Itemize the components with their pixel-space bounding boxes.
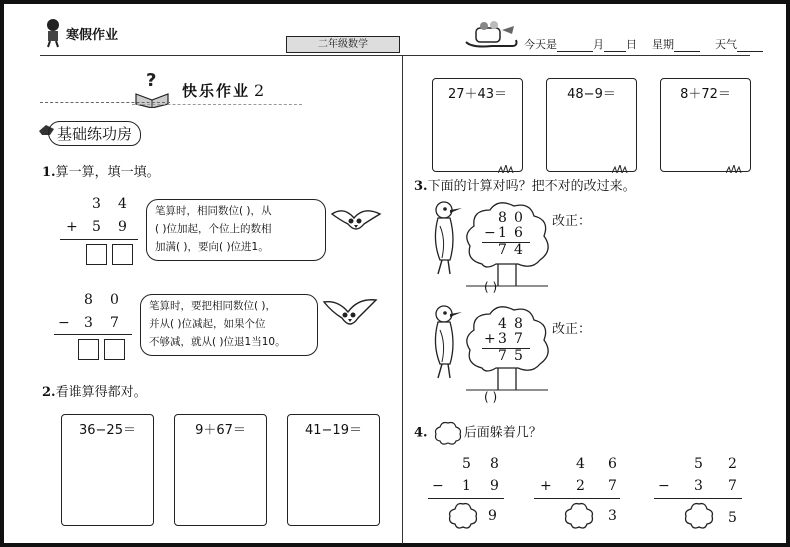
- q4b-result: 3: [608, 508, 617, 524]
- q1b-bottom-tens: 3: [84, 315, 93, 331]
- grade-label: 二年级数学: [286, 36, 400, 53]
- q4b-flower-blank[interactable]: [564, 502, 594, 530]
- q2-card-5-expr: 48−9＝: [567, 87, 616, 102]
- q3a-top-tens: 8: [498, 210, 507, 226]
- q1a-hint-bubble: [146, 199, 326, 261]
- q4c-result: 5: [728, 510, 737, 526]
- q4-text: 后面躲着几？: [463, 425, 542, 441]
- q1b-answer-tens-box[interactable]: [78, 339, 99, 360]
- q4a-operator: −: [432, 478, 444, 494]
- q1-heading: [42, 161, 160, 180]
- q3a-result-tens: 7: [498, 242, 507, 258]
- q3a-judgement[interactable]: ( ): [484, 280, 498, 294]
- q4c-operator: −: [658, 478, 670, 494]
- q2-card-4-expr: 27＋43＝: [447, 87, 508, 102]
- q4a-flower-blank[interactable]: [448, 502, 478, 530]
- q1a-hint-line2: ( )位加起，个位上的数相: [155, 223, 272, 235]
- q2-card-2-expr: 9＋67＝: [195, 423, 246, 438]
- q4a-line: [428, 498, 504, 499]
- q1-text: 算一算，填一填。: [55, 165, 160, 180]
- svg-text:?: ?: [146, 70, 157, 91]
- q1a-answer-ones-box[interactable]: [112, 244, 133, 265]
- question-book-icon: [132, 70, 172, 112]
- q3b-result-tens: 7: [498, 348, 507, 364]
- q3a-operator: −: [484, 225, 496, 241]
- q1b-hint-line3: 不够减，就从( )位退1当10。: [149, 336, 286, 348]
- q4c-top-tens: 5: [694, 456, 703, 472]
- month-label: 月: [593, 38, 604, 51]
- owl-icon: [330, 204, 382, 242]
- q1a-bottom-ones: 9: [118, 219, 127, 235]
- q4b-bottom-tens: 2: [576, 478, 585, 494]
- q3a-bottom-tens: 1: [498, 225, 507, 241]
- q1a-bottom-tens: 5: [92, 219, 101, 235]
- weather-label: 天气: [715, 38, 737, 51]
- q2-card-1-expr: 36−25＝: [79, 423, 136, 438]
- q4b-top-ones: 6: [608, 456, 617, 472]
- column-divider: [402, 56, 403, 544]
- q3b-top-ones: 8: [514, 316, 523, 332]
- sleigh-icon: [462, 20, 520, 54]
- q1a-hint-line1: 笔算时，相同数位( )，从: [155, 205, 272, 217]
- q1b-answer-ones-box[interactable]: [104, 339, 125, 360]
- q3b-result-ones: 5: [514, 348, 523, 364]
- tree-crown-2: [462, 302, 552, 396]
- section-subtitle: 基础练功房: [48, 121, 141, 146]
- q4c-line: [654, 498, 742, 499]
- q1a-hint-line3: 加满( )，要向( )位进1。: [155, 241, 269, 253]
- q2-card-6[interactable]: [660, 78, 751, 172]
- q3b-judgement[interactable]: ( ): [484, 390, 498, 404]
- q1b-hint-line1: 笔算时，要把相同数位( )，: [149, 300, 277, 312]
- mascot-icon: [42, 18, 64, 52]
- page-title-number: 2: [254, 81, 267, 100]
- q1b-diff-line: [54, 334, 132, 335]
- q1a-top-ones: 4: [118, 196, 127, 212]
- q2-number: 2.: [42, 385, 56, 400]
- q2-card-1[interactable]: [61, 414, 154, 526]
- q4a-bottom-tens: 1: [462, 478, 471, 494]
- q3a-top-ones: 0: [514, 210, 523, 226]
- q4a-top-tens: 5: [462, 456, 471, 472]
- q3b-fix-label: 改正：: [552, 322, 592, 337]
- q3b-bottom-tens: 3: [498, 331, 507, 347]
- q3b-top-tens: 4: [498, 316, 507, 332]
- q1b-bottom-ones: 7: [110, 315, 119, 331]
- q4b-line: [534, 498, 620, 499]
- q4a-bottom-ones: 9: [490, 478, 499, 494]
- q1b-top-ones: 0: [110, 292, 119, 308]
- q1a-answer-tens-box[interactable]: [86, 244, 107, 265]
- q1a-operator: +: [66, 219, 78, 235]
- q4c-flower-blank[interactable]: [684, 502, 714, 530]
- q1a-sum-line: [60, 239, 138, 240]
- tree-crown: [462, 198, 552, 292]
- page-title-text: 快乐作业: [182, 82, 251, 100]
- q1b-hint-line2: 并从( )位减起，如果个位: [149, 318, 266, 330]
- q4c-bottom-ones: 7: [728, 478, 737, 494]
- grass-icon: [726, 165, 744, 173]
- q4-number: 4.: [414, 425, 428, 441]
- woodpecker-icon: [430, 200, 466, 282]
- day-label: 日: [626, 38, 637, 51]
- q2-heading: [42, 381, 147, 400]
- q1-number: 1.: [42, 165, 56, 180]
- header-divider: [40, 55, 750, 56]
- q1b-operator: −: [58, 315, 70, 331]
- q4b-bottom-ones: 7: [608, 478, 617, 494]
- q4b-top-tens: 4: [576, 456, 585, 472]
- q1a-top-tens: 3: [92, 196, 101, 212]
- grass-icon: [498, 165, 516, 173]
- grass-icon: [612, 165, 630, 173]
- title-dash: [132, 104, 302, 105]
- q4a-result: 9: [488, 508, 497, 524]
- owl-flying-icon: [322, 296, 378, 336]
- flower-blank-icon: [434, 421, 462, 445]
- q4b-operator: +: [540, 478, 552, 494]
- q3-heading: [414, 175, 636, 194]
- q4a-top-ones: 8: [490, 456, 499, 472]
- q1b-top-tens: 8: [84, 292, 93, 308]
- q2-card-3-expr: 41−19＝: [305, 423, 362, 438]
- woodpecker-icon-2: [430, 304, 466, 386]
- q1b-hint-bubble: [140, 294, 318, 356]
- weekday-label: 星期: [652, 38, 674, 51]
- title-dash-left: [40, 102, 170, 103]
- q4c-top-ones: 2: [728, 456, 737, 472]
- q3a-bottom-ones: 6: [514, 225, 523, 241]
- date-label: 今天是: [524, 38, 557, 51]
- q3-text: 下面的计算对吗？把不对的改过来。: [427, 179, 636, 194]
- q2-card-5[interactable]: [546, 78, 637, 172]
- q2-card-2[interactable]: [174, 414, 267, 526]
- q2-text: 看谁算得都对。: [55, 385, 147, 400]
- q4c-bottom-tens: 3: [694, 478, 703, 494]
- date-line: [524, 36, 763, 52]
- q2-card-6-expr: 8＋72＝: [680, 87, 731, 102]
- q3a-result-ones: 4: [514, 242, 523, 258]
- page-title: [182, 80, 266, 101]
- q3b-operator: +: [484, 331, 496, 347]
- brand-title: [66, 24, 118, 43]
- q2-card-3[interactable]: [287, 414, 380, 526]
- q4-heading: [414, 421, 542, 445]
- q3b-bottom-ones: 7: [514, 331, 523, 347]
- q2-card-4[interactable]: [432, 78, 523, 172]
- q3a-fix-label: 改正：: [552, 214, 592, 229]
- q3-number: 3.: [414, 179, 428, 194]
- brand-text: 寒假作业: [66, 28, 119, 43]
